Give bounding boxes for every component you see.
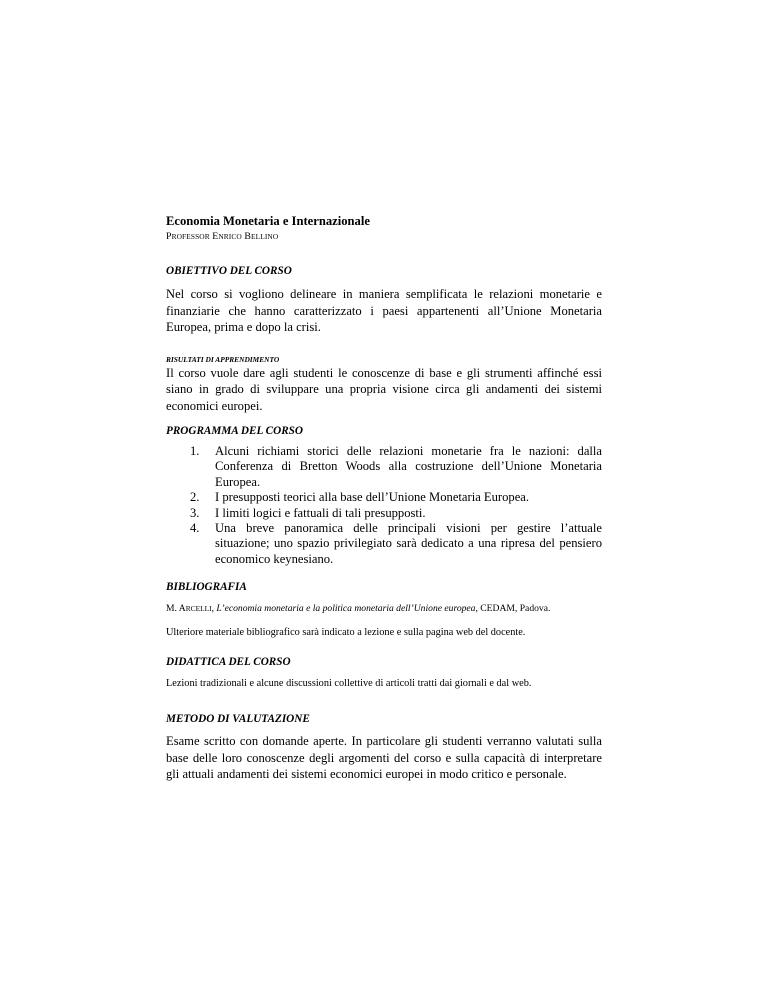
- program-item-number: 2.: [190, 490, 200, 505]
- teaching-text: Lezioni tradizionali e alcune discussioni collettive di articoli tratti dai giornali e dal web.: [166, 678, 532, 690]
- bibliography-book-title: L’economia monetaria e la politica monetaria dell’Unione europea: [216, 603, 476, 615]
- course-document: [166, 214, 602, 783]
- first-name-initial: E: [212, 231, 219, 242]
- last-name-rest: ELLINO: [250, 232, 279, 241]
- evaluation-heading: METODO DI VALUTAZIONE: [166, 713, 310, 726]
- first-name-rest: NRICO: [218, 232, 242, 241]
- objective-text: Nel corso si vogliono delineare in maniera semplificata le relazioni monetarie e finanziarie che hanno caratterizzato i paesi appartenenti all’Unione Monetaria Europea, prima e dopo la crisi.: [166, 287, 602, 334]
- program-item-text: Una breve panoramica delle principali visioni per gestire l’attuale situazione; uno spazio privilegiato sarà dedicato a una ripresa del pensiero economico keynesiano.: [215, 521, 602, 566]
- program-item-number: 1.: [190, 444, 200, 458]
- objective-heading: OBIETTIVO DEL CORSO: [166, 265, 292, 277]
- course-title: Economia Monetaria e Internazionale: [166, 214, 370, 228]
- program-item-number: 3.: [190, 505, 200, 520]
- professor-name: [166, 230, 602, 243]
- program-item: [166, 506, 602, 521]
- program-item-text: I limiti logici e fattuali di tali presupposti.: [215, 505, 426, 520]
- program-item-number: 4.: [190, 521, 200, 536]
- last-name-initial: B: [244, 231, 251, 242]
- learning-heading: RISULTATI DI APPRENDIMENTO: [166, 354, 280, 364]
- bibliography-author-initial: M. A: [166, 603, 186, 615]
- program-item: [166, 490, 602, 505]
- program-item: [166, 521, 602, 567]
- evaluation-text: Esame scritto con domande aperte. In particolare gli studenti verranno valutati sulla base delle loro conoscenze degli argomenti del corso e sulla capacità di interpretare gli attuali andamenti dei sistemi economici europei in modo critico e personale.: [166, 734, 602, 782]
- program-heading: PROGRAMMA DEL CORSO: [166, 425, 303, 437]
- bibliography-publisher: , CEDAM, Padova.: [475, 603, 551, 615]
- professor-prefix-rest: ROFESSOR: [171, 232, 210, 241]
- program-item-text: Alcuni richiami storici delle relazioni monetarie fra le nazioni: dalla Conferenza di Bretton Woods alla costruzione dell’Unione Monetaria Europea.: [215, 444, 602, 489]
- teaching-heading: DIDATTICA DEL CORSO: [166, 656, 291, 669]
- program-list: [166, 444, 602, 567]
- bibliography-note: Ulteriore materiale bibliografico sarà indicato a lezione e sulla pagina web del docente.: [166, 627, 526, 639]
- learning-text: Il corso vuole dare agli studenti le conoscenze di base e gli strumenti affinché essi siano in grado di sviluppare una propria visione circa gli andamenti dei sistemi economici europei.: [166, 365, 602, 413]
- program-item-text: I presupposti teorici alla base dell’Unione Monetaria Europea.: [215, 490, 530, 505]
- program-item: [166, 444, 602, 490]
- bibliography-heading: BIBLIOGRAFIA: [166, 581, 247, 594]
- professor-prefix-initial: P: [166, 231, 172, 242]
- bibliography-entry: M. ARCELLI, L’economia monetaria e la politica monetaria dell’Unione europea, CEDAM, Padova.: [166, 603, 551, 615]
- bibliography-author-rest: RCELLI: [185, 604, 212, 614]
